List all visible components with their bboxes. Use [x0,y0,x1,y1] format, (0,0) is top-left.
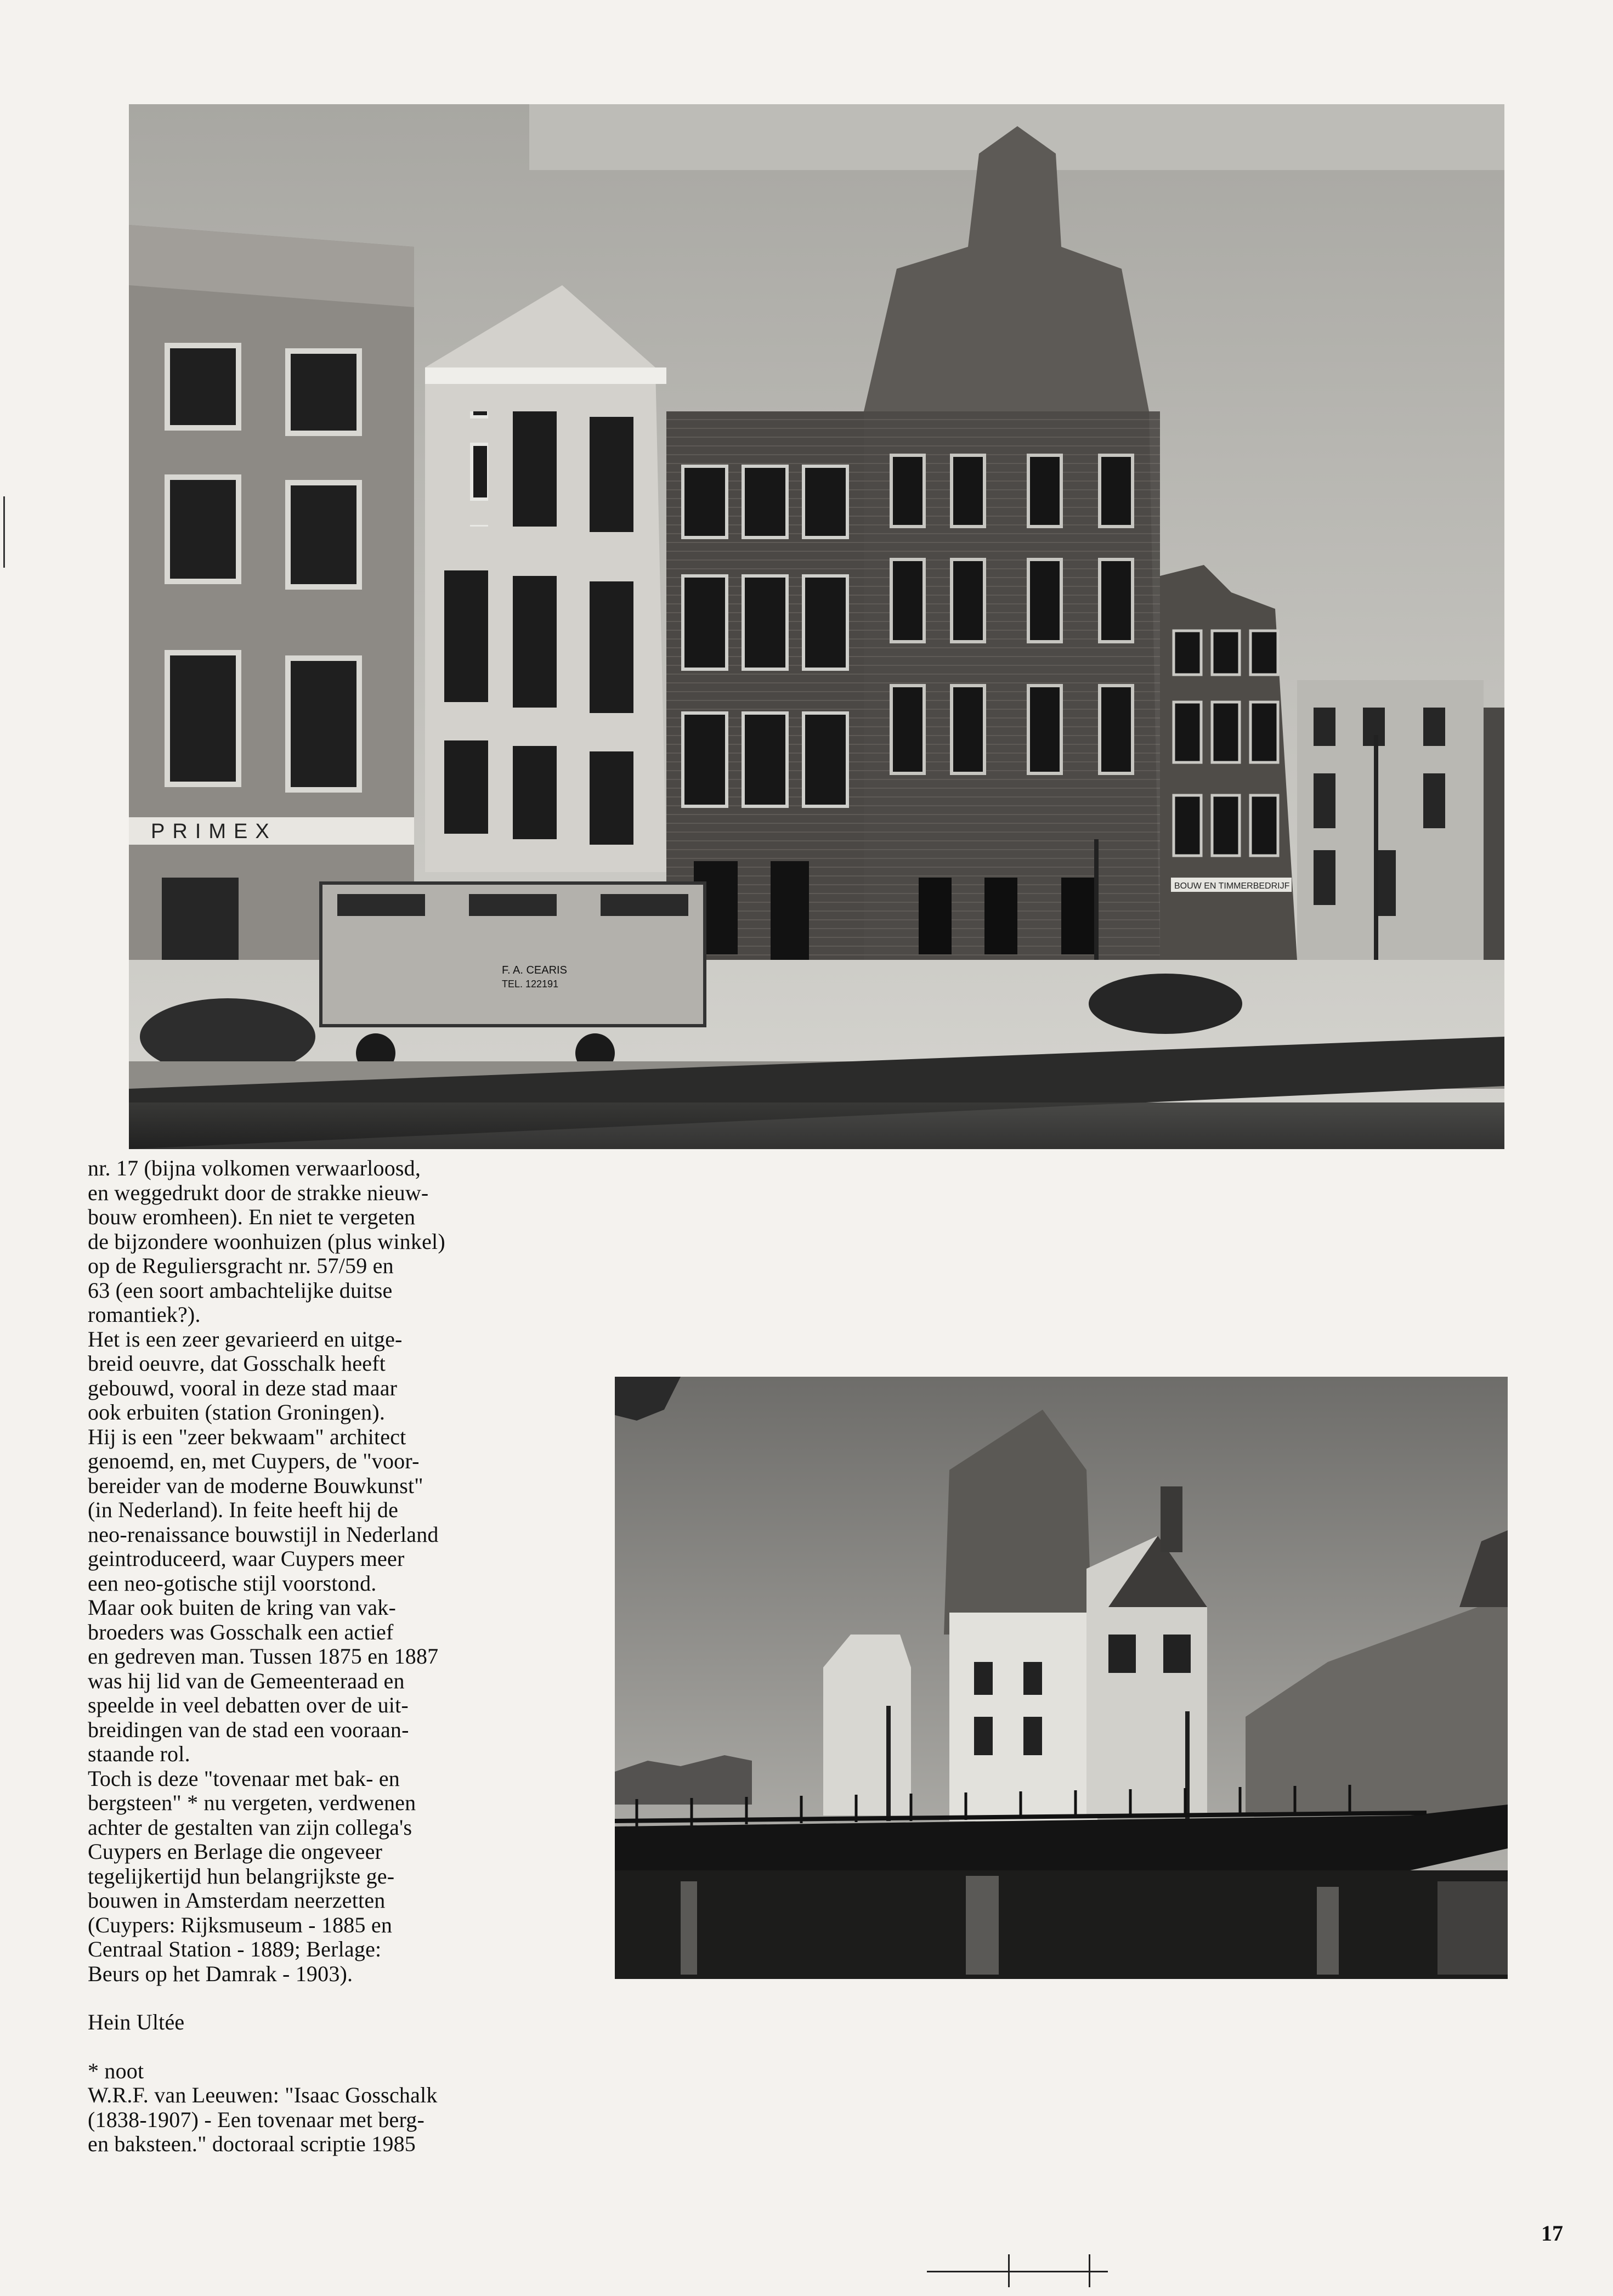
body-line: Centraal Station - 1889; Berlage: [88,1937,382,1961]
body-line: bergsteen" * nu vergeten, verdwenen [88,1790,416,1815]
note-line: (1838-1907) - Een tovenaar met berg- [88,2107,425,2132]
page-number: 17 [1541,2221,1563,2246]
article-body [88,1156,570,1986]
canal-houses-photo [129,104,1504,1149]
body-line: breid oeuvre, dat Gosschalk heeft [88,1351,386,1376]
body-line: staande rol. [88,1741,190,1766]
primex-sign: PRIMEX [151,820,277,843]
body-line: Beurs op het Damrak - 1903). [88,1961,353,1986]
note-line: * noot [88,2058,144,2083]
registration-mark [927,2271,1108,2272]
body-line: en gedreven man. Tussen 1875 en 1887 [88,1644,439,1669]
footnote [88,2059,570,2157]
author-name: Hein Ultée [88,2010,185,2034]
body-line: Hij is een "zeer bekwaam" architect [88,1424,406,1449]
body-line: bouwen in Amsterdam neerzetten [88,1888,386,1913]
registration-mark [1008,2254,1010,2287]
truck-phone-sign: TEL. 122191 [502,979,559,989]
bouw-timmerbedrijf-sign: BOUW EN TIMMERBEDRIJF [1174,881,1290,891]
body-line: speelde in veel debatten over de uit- [88,1693,409,1717]
body-line: genoemd, en, met Cuypers, de "voor- [88,1449,420,1473]
body-line: romantiek?). [88,1302,201,1327]
body-line: en weggedrukt door de strakke nieuw- [88,1180,429,1205]
body-line: gebouwd, vooral in deze stad maar [88,1375,398,1400]
body-line: was hij lid van de Gemeenteraad en [88,1668,405,1693]
body-line: (in Nederland). In feite heeft hij de [88,1497,399,1522]
body-line: Toch is deze "tovenaar met bak- en [88,1766,400,1791]
registration-mark [1089,2254,1090,2287]
body-line: ook erbuiten (station Groningen). [88,1400,386,1424]
margin-tick [3,496,5,568]
body-line: nr. 17 (bijna volkomen verwaarloosd, [88,1156,421,1180]
body-line: neo-renaissance bouwstijl in Nederland [88,1522,439,1547]
body-line: broeders was Gosschalk een actief [88,1619,394,1644]
body-line: 63 (een soort ambachtelijke duitse [88,1277,393,1303]
body-line: (Cuypers: Rijksmuseum - 1885 en [88,1912,393,1937]
truck-company-sign: F. A. CEARIS [502,964,567,976]
body-line: Maar ook buiten de kring van vak- [88,1595,396,1620]
body-line: een neo-gotische stijl voorstond. [88,1570,377,1596]
body-line: op de Reguliersgracht nr. 57/59 en [88,1253,394,1278]
body-line: bouw eromheen). En niet te vergeten [88,1204,416,1229]
body-line: geintroduceerd, waar Cuypers meer [88,1546,405,1571]
body-line: Het is een zeer gevarieerd en uitge- [88,1326,403,1351]
article-text-column [88,1156,570,2157]
body-line: tegelijkertijd hun belangrijkste ge- [88,1863,395,1888]
body-line: achter de gestalten van zijn collega's [88,1814,412,1840]
tower-bridge-photo [615,1377,1508,1979]
body-line: Cuypers en Berlage die ongeveer [88,1839,383,1864]
body-line: de bijzondere woonhuizen (plus winkel) [88,1229,445,1254]
body-line: breidingen van de stad een vooraan- [88,1717,409,1742]
note-line: W.R.F. van Leeuwen: "Isaac Gosschalk [88,2083,438,2107]
body-line: bereider van de moderne Bouwkunst" [88,1473,423,1498]
note-line: en baksteen." doctoraal scriptie 1985 [88,2131,416,2156]
